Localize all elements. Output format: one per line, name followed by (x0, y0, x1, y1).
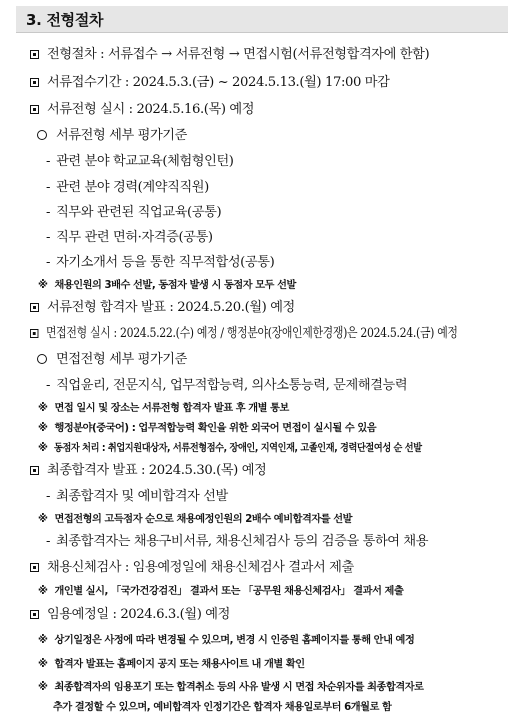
square-bullet-icon (30, 303, 39, 312)
note-line: ※ 합격자 발표는 홈페이지 공지 또는 채용사이트 내 개별 확인 (38, 659, 305, 670)
criteria-item: - 관련 분야 학교교육(체험형인턴) (46, 154, 234, 169)
dash-bullet-icon: - (46, 378, 51, 393)
criteria-item: - 자기소개서 등을 통한 직무적합성(공통) (46, 255, 275, 270)
note-line: ※ 행정분야(중국어) : 업무적합능력 확인을 위한 외국어 면접이 실시될 수 있음 (38, 423, 377, 434)
note-mark-icon: ※ (38, 280, 48, 291)
final-item: - 최종합격자는 채용구비서류, 채용신체검사 등의 검증을 통하여 채용 (46, 534, 429, 549)
note-line: ※ 면접전형의 고득점자 순으로 채용예정인원의 2배수 예비합격자를 선발 (38, 514, 353, 525)
criteria-item: - 직무 관련 면허·자격증(공통) (46, 230, 213, 245)
note-continuation: 추가 결정할 수 있으며, 예비합격자 인정기간은 합격자 채용일로부터 6개월로 함 (53, 702, 392, 713)
medical-check-line: 채용신체검사 : 임용예정일에 채용신체검사 결과서 제출 (30, 556, 354, 575)
section-title: 3. 전형절차 (26, 11, 104, 29)
document-result-line: 서류전형 합격자 발표 : 2024.5.20.(월) 예정 (30, 296, 295, 315)
circle-bullet-icon (37, 354, 47, 364)
note-line: ※ 개인별 실시, 「국가건강검진」 결과서 또는 「공무원 채용신체검사」 결과서 제출 (38, 586, 404, 597)
square-bullet-icon (30, 50, 39, 59)
section-heading (16, 6, 508, 33)
note-mark-icon: ※ (38, 514, 48, 525)
note-line: ※ 상기일정은 사정에 따라 변경될 수 있으며, 변경 시 인증원 홈페이지를 통해 안내 예정 (38, 635, 415, 646)
note-line: ※ 면접 일시 및 장소는 서류전형 합격자 발표 후 개별 통보 (38, 403, 289, 414)
dash-bullet-icon: - (46, 255, 51, 270)
square-bullet-icon (30, 78, 39, 87)
square-bullet-icon (30, 563, 39, 572)
note-mark-icon: ※ (38, 659, 48, 670)
note-mark-icon: ※ (38, 635, 48, 646)
dash-bullet-icon: - (46, 489, 51, 504)
square-bullet-icon (30, 610, 39, 619)
procedure-line: 전형절차 : 서류접수 → 서류전형 → 면접시험(서류전형합격자에 한함) (30, 43, 429, 62)
note-mark-icon: ※ (38, 682, 48, 693)
criteria-item: - 직업윤리, 전문지식, 업무적합능력, 의사소통능력, 문제해결능력 (46, 378, 408, 393)
square-bullet-icon (30, 105, 39, 114)
note-mark-icon: ※ (38, 423, 48, 434)
document-screening-line: 서류전형 실시 : 2024.5.16.(목) 예정 (30, 98, 254, 117)
circle-bullet-icon (37, 130, 47, 140)
note-line: ※ 최종합격자의 임용포기 또는 합격취소 등의 사유 발생 시 면접 차순위자를 최종합격자로 (38, 682, 424, 693)
document-criteria-heading: 서류전형 세부 평가기준 (37, 124, 187, 143)
square-bullet-icon (30, 466, 39, 475)
dash-bullet-icon: - (46, 180, 51, 195)
interview-criteria-heading: 면접전형 세부 평가기준 (37, 348, 187, 367)
criteria-item: - 관련 분야 경력(계약직직원) (46, 180, 209, 195)
note-line: ※ 동점자 처리 : 취업지원대상자, 서류전형점수, 장애인, 지역인재, 고졸인재, 경력단절여성 순 선발 (38, 443, 423, 454)
dash-bullet-icon: - (46, 205, 51, 220)
note-mark-icon: ※ (38, 403, 48, 414)
appointment-line: 임용예정일 : 2024.6.3.(월) 예정 (30, 603, 230, 622)
dash-bullet-icon: - (46, 534, 51, 549)
note-mark-icon: ※ (38, 443, 48, 454)
square-bullet-icon (30, 329, 38, 338)
note-mark-icon: ※ (38, 586, 48, 597)
dash-bullet-icon: - (46, 154, 51, 169)
dash-bullet-icon: - (46, 230, 51, 245)
application-period-line: 서류접수기간 : 2024.5.3.(금) ~ 2024.5.13.(월) 17:00 마감 (30, 71, 389, 90)
final-item: - 최종합격자 및 예비합격자 선발 (46, 489, 228, 504)
interview-line: 면접전형 실시 : 2024.5.22.(수) 예정 / 행정분야(장애인제한경쟁)은 2024.5.24.(금) 예정 (30, 322, 514, 341)
note-line: ※ 채용인원의 3배수 선발, 동점자 발생 시 동점자 모두 선발 (38, 280, 296, 291)
final-result-line: 최종합격자 발표 : 2024.5.30.(목) 예정 (30, 459, 266, 478)
criteria-item: - 직무와 관련된 직업교육(공통) (46, 205, 222, 220)
